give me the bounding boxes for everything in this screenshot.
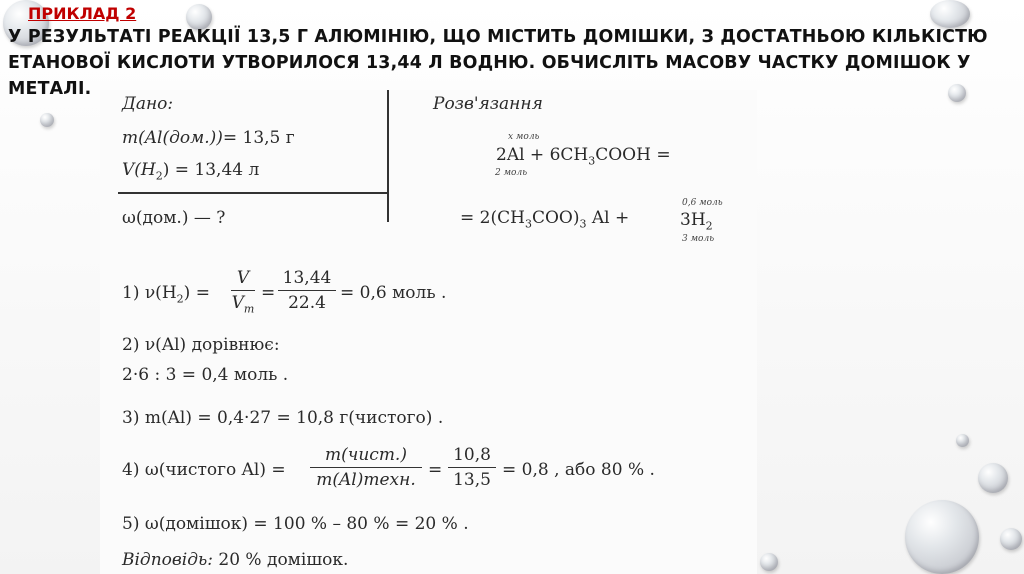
water-drop-decoration <box>905 500 979 574</box>
water-drop-decoration <box>1000 528 1022 550</box>
step5: 5) ω(домішок) = 100 % – 80 % = 20 % . <box>122 514 469 534</box>
step1-result: = 0,6 моль . <box>340 283 447 303</box>
example-label: ПРИКЛАД 2 <box>28 4 137 23</box>
step4-fraction-formula: m(чист.) m(Al)техн. <box>310 445 422 490</box>
equation-right-side: = $2(CH_3COO)_3$ Al + <box>460 208 630 231</box>
equation-h2: $3H_2$ <box>680 210 713 233</box>
step1-fraction-formula: V $V_m$ <box>231 268 255 316</box>
water-drop-decoration <box>978 463 1008 493</box>
water-drop-decoration <box>40 113 54 127</box>
step2-line1: 2) ν(Al) дорівнює: <box>122 335 280 355</box>
step2-line2: 2·6 : 3 = 0,4 моль . <box>122 365 289 385</box>
eq-3-mol-label: 3 моль <box>682 234 715 244</box>
step1-fraction-values: 13,44 22.4 <box>278 268 336 313</box>
step3: 3) m(Al) = 0,4·27 = 10,8 г(чистого) . <box>122 408 444 428</box>
given-divider-vertical <box>387 90 389 222</box>
problem-statement: У РЕЗУЛЬТАТІ РЕАКЦІЇ 13,5 Г АЛЮМІНІЮ, ЩО МІСТИТЬ ДОМІШКИ, З ДОСТАТНЬОЮ КІЛЬКІСТЮ ЕТАНОВОЇ КИСЛОТИ УТВОРИЛОСЯ 13,44 Л ВОДНЮ. ОБЧИСЛІТЬ МАСОВУ ЧАСТКУ ДОМІШОК У МЕТАЛІ. <box>8 27 988 99</box>
step4-result: = 0,8 , або 80 % . <box>502 460 655 480</box>
water-drop-decoration <box>956 434 969 447</box>
answer: Відповідь: 20 % домішок. <box>122 550 349 570</box>
eq-x-mol-label: x моль <box>508 132 540 142</box>
given-heading: Дано: <box>122 94 174 114</box>
given-find: ω(дом.) — ? <box>122 208 226 228</box>
given-volume-h2: $V(H_2) = 13,44$ л <box>122 160 260 183</box>
water-drop-decoration <box>760 553 778 571</box>
solution-heading: Розв'язання <box>433 94 543 114</box>
step1-prefix: 1) $\nu(H_2)$ = <box>122 283 210 306</box>
equation-left-side: $2Al + 6CH_3COOH$ = <box>496 145 671 168</box>
given-mass-al: m(Al(дом.))= 13,5 г <box>122 128 295 148</box>
given-divider-horizontal <box>118 192 388 194</box>
slide-title-block <box>8 4 1018 102</box>
step4-prefix: 4) ω(чистого Al) = <box>122 460 286 480</box>
eq-06-mol-label: 0,6 моль <box>682 198 723 208</box>
step1-equals: = <box>261 283 276 303</box>
step4-fraction-values: 10,8 13,5 <box>448 445 496 490</box>
scanned-solution-image <box>100 90 757 574</box>
eq-2-mol-label: 2 моль <box>495 168 528 178</box>
step4-equals: = <box>428 460 443 480</box>
